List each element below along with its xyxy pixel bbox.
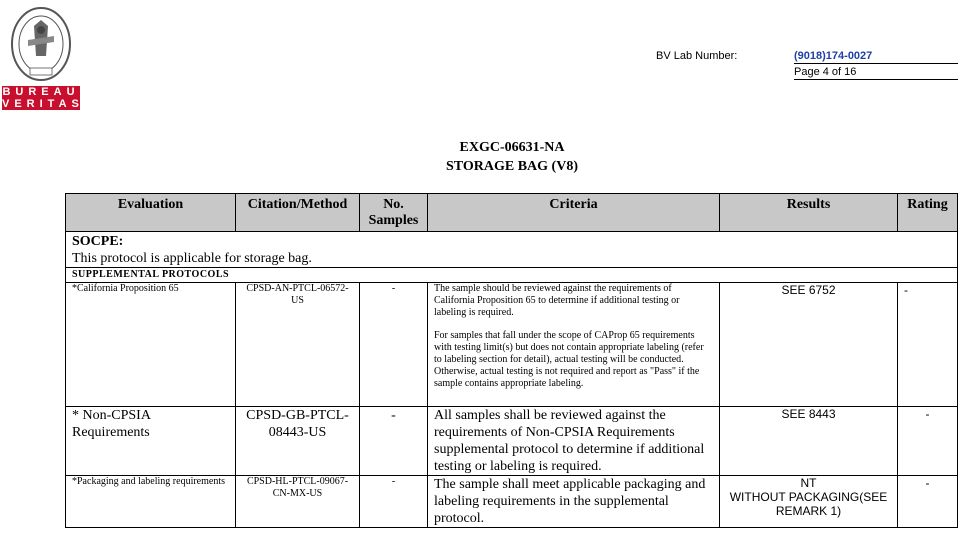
column-header-rating: Rating bbox=[898, 194, 958, 232]
evaluation-cell: *Packaging and labeling requirements bbox=[66, 476, 236, 528]
scope-text: This protocol is applicable for storage bag. bbox=[72, 251, 312, 266]
rating-cell: - bbox=[898, 476, 958, 528]
criteria-cell: All samples shall be reviewed against the requirements of Non-CPSIA Requirements supplemental protocol to determine if additional testing or labeling is required. bbox=[428, 407, 720, 476]
results-line: NT bbox=[800, 476, 817, 490]
page-number: Page 4 of 16 bbox=[794, 66, 958, 80]
samples-cell: - bbox=[360, 476, 428, 528]
criteria-line: Otherwise, actual testing is not required and report as "Pass" if the sample contains appropriate labeling. bbox=[434, 366, 700, 389]
citation-cell: CPSD-GB-PTCL-08443-US bbox=[236, 407, 360, 476]
results-line: WITHOUT PACKAGING(SEE REMARK 1) bbox=[729, 490, 888, 518]
table-row bbox=[66, 476, 958, 528]
product-title: STORAGE BAG (V8) bbox=[446, 159, 578, 174]
document-code: EXGC-06631-NA bbox=[459, 140, 565, 155]
evaluation-cell: *California Proposition 65 bbox=[66, 283, 236, 407]
column-header-citation: Citation/Method bbox=[236, 194, 360, 232]
samples-cell: - bbox=[360, 283, 428, 407]
logo-word-bureau: BUREAU bbox=[2, 86, 80, 98]
criteria-line: For samples that fall under the scope of CAProp 65 requirements with testing limit(s) but does not contain appropriate labeling (refer to labeling section for detail), actual testing will be conducted. bbox=[434, 330, 704, 365]
supplemental-heading: SUPPLEMENTAL PROTOCOLS bbox=[72, 269, 230, 280]
rating-cell: - bbox=[898, 283, 958, 407]
table-row bbox=[66, 283, 958, 407]
rating-cell: - bbox=[898, 407, 958, 476]
evaluation-cell: * Non-CPSIA Requirements bbox=[66, 407, 236, 476]
supplemental-row bbox=[66, 268, 958, 283]
column-header-results: Results bbox=[720, 194, 898, 232]
criteria-paragraph: The sample should be reviewed against the requirements of California Proposition 65 to determine if additional testing or labeling is required. bbox=[434, 283, 680, 318]
table-row bbox=[66, 407, 958, 476]
column-header-evaluation: Evaluation bbox=[66, 194, 236, 232]
results-cell: SEE 6752 bbox=[720, 283, 898, 407]
citation-cell: CPSD-AN-PTCL-06572-US bbox=[236, 283, 360, 407]
criteria-paragraph bbox=[434, 330, 713, 390]
column-header-criteria: Criteria bbox=[428, 194, 720, 232]
lab-number-label: BV Lab Number: bbox=[656, 50, 738, 62]
table-header-row bbox=[66, 194, 958, 232]
bureau-veritas-logo bbox=[2, 4, 84, 110]
citation-cell: CPSD-HL-PTCL-09067-CN-MX-US bbox=[236, 476, 360, 528]
results-cell: SEE 8443 bbox=[720, 407, 898, 476]
lab-number-value: (9018)174-0027 bbox=[794, 50, 958, 64]
criteria-cell bbox=[428, 283, 720, 407]
samples-cell: - bbox=[360, 407, 428, 476]
scope-heading: SOCPE: bbox=[72, 234, 124, 249]
logo-word-veritas: VERITAS bbox=[2, 98, 84, 110]
bureau-veritas-seal-icon bbox=[10, 6, 72, 86]
column-header-samples: No. Samples bbox=[360, 194, 428, 232]
evaluation-table bbox=[65, 193, 958, 528]
results-cell bbox=[720, 476, 898, 528]
scope-row bbox=[66, 232, 958, 268]
criteria-cell: The sample shall meet applicable packaging and labeling requirements in the supplemental protocol. bbox=[428, 476, 720, 528]
